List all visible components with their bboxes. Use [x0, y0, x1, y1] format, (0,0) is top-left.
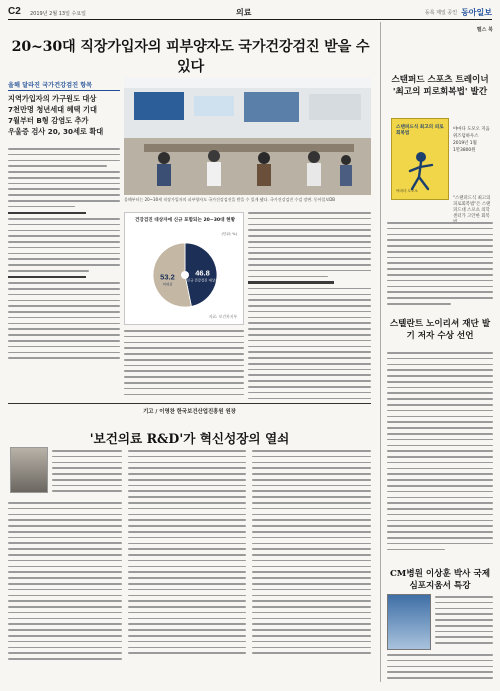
book-meta	[453, 126, 493, 154]
pie-center	[181, 271, 189, 279]
column-intro	[52, 450, 122, 500]
kicker-line: 지역가입자의 가구원도 대상	[8, 94, 97, 103]
runner-figure-icon	[392, 119, 449, 200]
pie-slice-label-1: 미대상	[162, 282, 173, 287]
author-photo	[10, 447, 48, 493]
doctor-photo	[387, 594, 431, 650]
pie-chart	[124, 212, 244, 325]
sidebar-cm-body	[387, 654, 493, 682]
publication-date: 2019년 2월 13일 수요일	[30, 11, 87, 17]
sidebar-book-headline: 스탠퍼드 스포츠 트레이너 '최고의 피로회복법' 발간	[391, 75, 489, 97]
book-cover-title: 스탠퍼드식 최고의 피로회복법	[396, 125, 444, 136]
section-divider	[8, 403, 371, 404]
masthead	[425, 7, 492, 18]
sidebar-book-body	[387, 222, 493, 312]
column-body-1	[8, 502, 122, 682]
book-meta-line: 위즈덤하우스	[453, 134, 479, 139]
sidebar-section-label: 헬스 북	[476, 27, 493, 33]
section-name: 의료	[236, 8, 252, 17]
sidebar-cm-intro	[435, 596, 493, 652]
book-meta-line: 야마다 도모오 지음	[453, 127, 490, 132]
sidebar-news-body	[387, 352, 493, 574]
kicker-line: 7월부터 B형 감염도 추가	[8, 116, 89, 125]
chart-source: 자료: 보건복지부	[208, 314, 237, 319]
book-meta-line: 2019년 1월	[453, 141, 477, 146]
chart-unit: (단위: %)	[221, 232, 237, 236]
headline: 20~30대 직장가입자의 피부양자도 국가건강검진 받을 수 있다	[11, 39, 370, 75]
sidebar-cm-headline: CM병원 이상훈 박사 국제 심포지움서 특강	[389, 569, 491, 591]
book-cover-author: 야마다 도모오	[396, 189, 418, 193]
page-header	[8, 4, 492, 20]
sidebar-news-headline: 스텔란트 노이리셔 재단 발기 저자 수상 선언	[389, 319, 491, 341]
pie-slice-label-0: 신규 건강검진 대상자	[186, 278, 219, 283]
column-tag: 기고 / 이영찬 한국보건산업진흥원 원장	[143, 409, 236, 415]
article-column-3	[124, 330, 244, 400]
certification-label: 등록 제일 공인	[424, 10, 458, 16]
column-body-2	[128, 450, 246, 682]
chart-title: 건강검진 대상자에 신규 포함되는 20~30대 현황	[134, 218, 236, 223]
kicker	[8, 93, 120, 137]
page-number: C2	[8, 6, 21, 17]
kicker-line: 우울증 검사 20, 30세로 확대	[8, 127, 104, 136]
column-title: '보건의료 R&D'가 혁신성장의 열쇠	[89, 431, 290, 446]
book-blurb: "스탠퍼드식 최고의 피로회복법"은 스탠퍼드대 스포츠 의학센터가 고안한 회복	[453, 196, 491, 219]
clinic-scene-illustration	[124, 78, 371, 195]
clinic-photo	[124, 78, 371, 195]
book-cover	[391, 118, 449, 200]
book-meta-line: 1만3800원	[453, 148, 476, 153]
pie-value-label-1: 53.2	[160, 272, 175, 282]
subhead: 올해 달라진 국가건강검진 항목	[8, 80, 120, 91]
article-column-1	[8, 148, 120, 400]
pie-value-label-0: 46.8	[195, 268, 210, 278]
kicker-line: 7천만명 청년세대 혜택 기대	[8, 105, 97, 114]
column-body-3	[252, 450, 371, 682]
pie-chart-svg	[125, 213, 245, 326]
photo-caption: 올해부터는 20~30세 직장가입자의 피부양자도 국가건강검진을 받을 수 있게 됐다. 국가건강검진 수검 장면. 동아일보DB	[124, 197, 336, 202]
newspaper-logo[interactable]: 동아일보	[461, 7, 492, 17]
article-column-2	[248, 212, 371, 400]
sidebar	[380, 22, 492, 682]
